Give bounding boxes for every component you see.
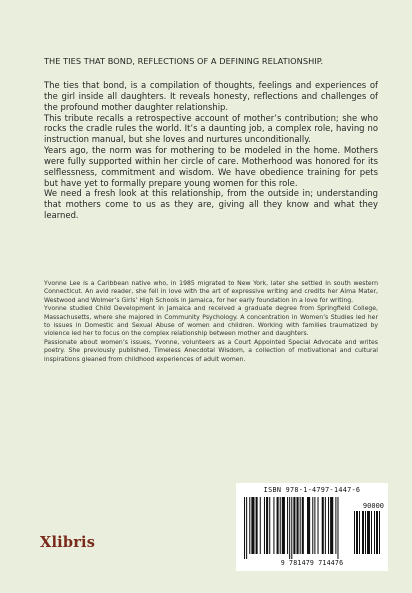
blurb-paragraph: The ties that bond, is a compilation of thoughts, feelings and experiences of the girl inside all daughters. It reveals honesty, reflections and challenges of the profound mother daughter relationship. [44, 80, 378, 112]
blurb [44, 80, 378, 221]
bio-paragraph: Yvonne Lee is a Caribbean native who, in 1985 migrated to New York, later she settled in south western Connecticut. An avid reader, she fell in love with the art of expressive writing and credits her Alma Mater, Westwood and Wolmer’s Girls’ High Schools in Jamaica, for her early foundation in a love for writing. [44, 280, 378, 304]
barcode-number: 9 781479 714476 [280, 559, 344, 567]
bio-paragraph: Passionate about women’s issues, Yvonne, volunteers as a Court Appointed Special Advocate and writes poetry. She previously published, Timeless Anecdotal Wisdom, a collection of motivational and cultural inspirations gleaned from childhood experiences of adult women. [44, 338, 378, 363]
blurb-paragraph: This tribute recalls a retrospective account of mother’s contribution; she who rocks the cradle rules the world. It’s a daunting job, a complex role, having no instruction manual, but she loves and nurtures unconditionally. [44, 112, 378, 145]
bio-paragraph: Yvonne studied Child Development in Jamaica and received a graduate degree from Springfield College, Massachusetts, where she majored in Community Psychology. A concentration in Women’s Studies led her to issues in Domestic and Sexual Abuse of women and children. Working with families traumatized by violence led her to focus on the complex relationship between mother and daughters. [44, 305, 378, 338]
price-barcode-bars [354, 511, 382, 559]
blurb-paragraph: We need a fresh look at this relationship, from the outside in; understanding that mothers come to us as they are, giving all they know and what they learned. [44, 188, 378, 221]
blurb-paragraph: Years ago, the norm was for mothering to be modeled in the home. Mothers were fully supported within her circle of care. Motherhood was honored for its selflessness, commitment and wisdom. We have obedience training for pets but have yet to formally prepare young women for this role. [44, 145, 378, 188]
publisher-logo: Xlibris [40, 534, 96, 551]
barcode-bars [244, 497, 350, 559]
author-bio [44, 280, 378, 364]
isbn-label: ISBN 978-1-4797-1447-6 [263, 486, 361, 494]
cover-heading: THE TIES THAT BOND, REFLECTIONS OF A DEFINING RELATIONSHIP. [44, 56, 324, 66]
isbn-barcode [236, 483, 388, 571]
price-code: 90000 [362, 502, 384, 510]
